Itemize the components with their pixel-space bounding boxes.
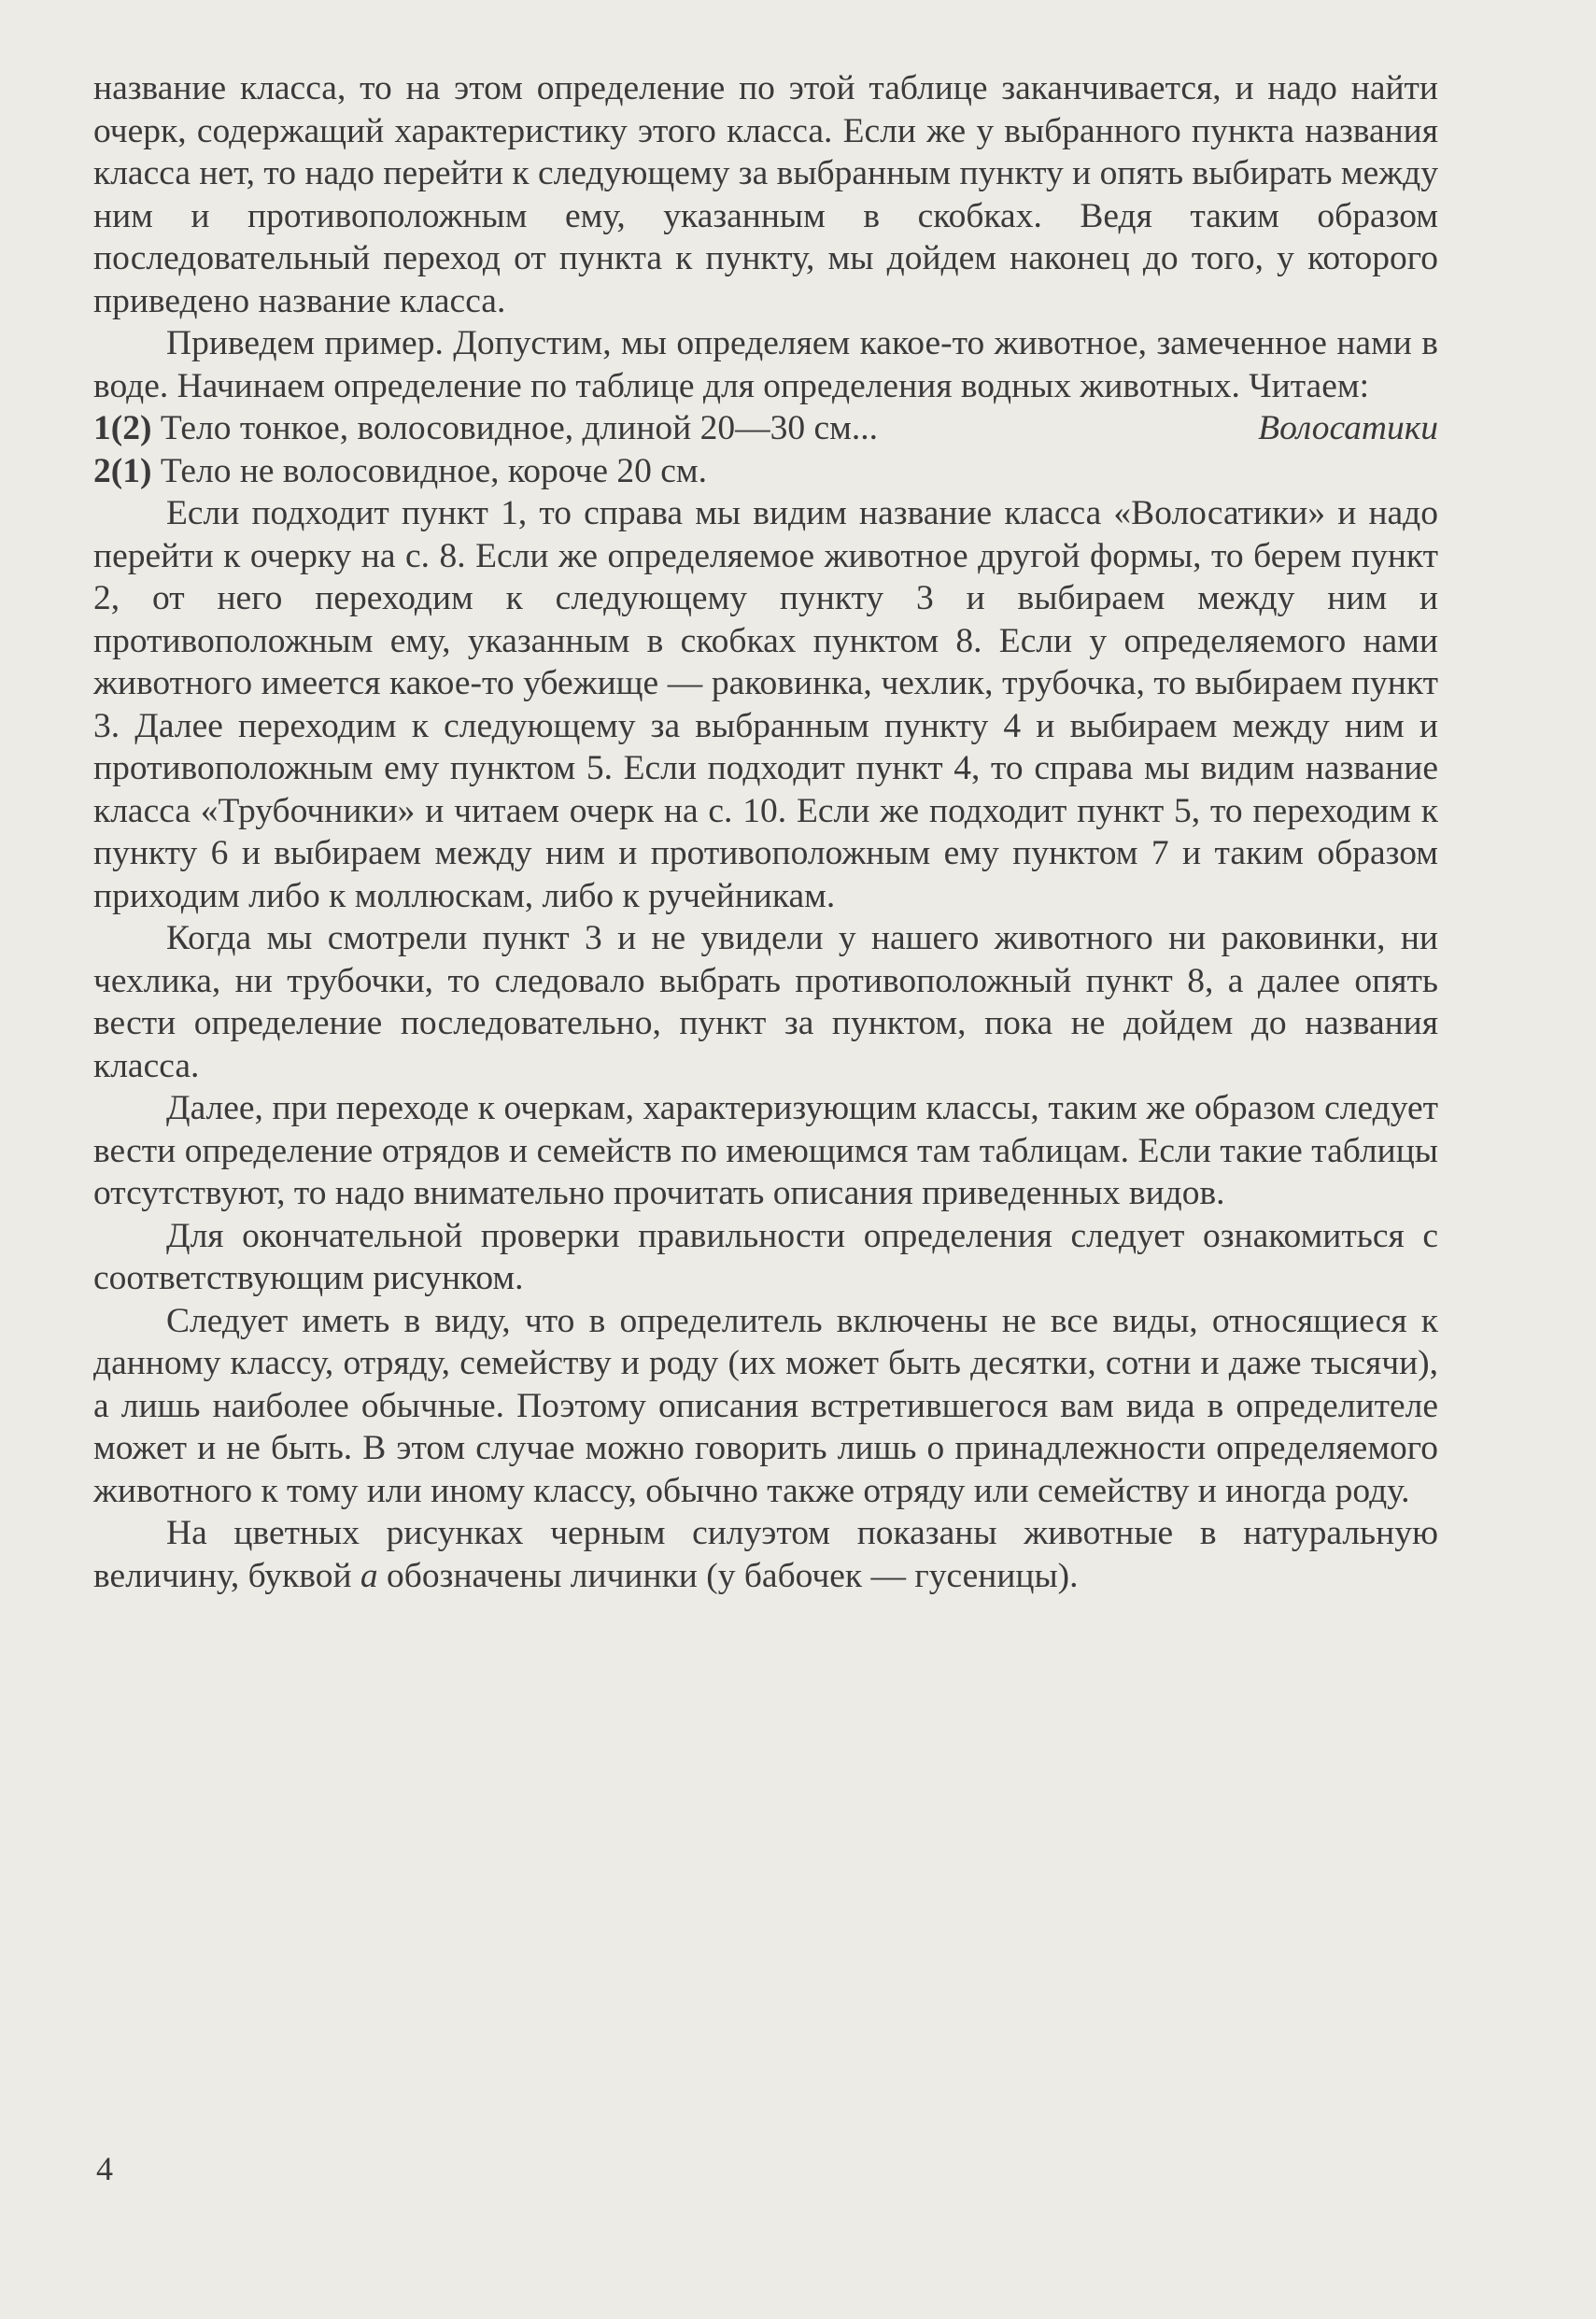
key-number: 2(1)	[93, 451, 152, 490]
paragraph: Далее, при переходе к очеркам, характеризующим классы, таким же образом следует вести определение отрядов и семейств по имеющимся там таблицам. Если такие таблицы отсутствуют, то надо внимательно прочитать описания приведенных видов.	[93, 1089, 1438, 1212]
key-description: Тело тонкое, волосовидное, длиной 20—30 см...	[151, 409, 878, 447]
text-segment: На цветных рисунках черным силуэтом показаны животные в натуральную величину, буквой	[93, 1514, 1438, 1595]
paragraph: Если подходит пункт 1, то справа мы видим название класса «Волосатики» и надо перейти к очерку на с. 8. Если же определяемое животное другой формы, то берем пункт 2, от него переходим к следующему пункту 3 и выбираем между ним и противоположным ему, указанным в скобках пунктом 8. Если у определяемого нами животного имеется какое-то убежище — раковинка, чехлик, трубочка, то выбираем пункт 3. Далее переходим к следующему за выбранным пункту 4 и выбираем между ним и противоположным ему пунктом 5. Если подходит пункт 4, то справа мы видим название класса «Трубочники» и читаем очерк на с. 10. Если же подходит пункт 5, то переходим к пункту 6 и выбираем между ним и противоположным ему пунктом 7 и таким образом приходим либо к моллюскам, либо к ручейникам.	[93, 494, 1438, 915]
key-description: Тело не волосовидное, короче 20 см.	[151, 451, 708, 490]
text-segment: обозначены личинки (у бабочек — гусеницы).	[377, 1556, 1079, 1595]
paragraph: Приведем пример. Допустим, мы определяем какое-то животное, замеченное нами в воде. Начинаем определение по таблице для определения водных животных. Читаем:	[93, 324, 1438, 405]
paragraph: название класса, то на этом определение по этой таблице заканчивается, и надо найти очерк, содержащий характеристику этого класса. Если же у выбранного пункта названия класса нет, то надо перейти к следующему за выбранным пункту и опять выбирать между ним и противоположным ему, указанным в скобках. Ведя таким образом последовательный переход от пункта к пункту, мы дойдем наконец до того, у которого приведено название класса.	[93, 69, 1438, 320]
page-number: 4	[96, 2150, 113, 2187]
page-body	[93, 67, 1438, 1597]
key-number: 1(2)	[93, 409, 152, 447]
paragraph: Следует иметь в виду, что в определитель включены не все виды, относящиеся к данному классу, отряду, семейству и роду (их может быть десятки, сотни и даже тысячи), а лишь наиболее обычные. Поэтому описания встретившегося вам вида в определителе может и не быть. В этом случае можно говорить лишь о принадлежности определяемого животного к тому или иному классу, обычно также отряду или семейству и иногда роду.	[93, 1301, 1438, 1510]
key-line	[93, 407, 1438, 450]
key-line	[93, 450, 1438, 493]
italic-letter: а	[360, 1556, 378, 1595]
paragraph: Когда мы смотрели пункт 3 и не увидели у нашего животного ни раковинки, ни чехлика, ни трубочки, то следовало выбрать противоположный пункт 8, а далее опять вести определение последовательно, пункт за пунктом, пока не дойдем до названия класса.	[93, 919, 1438, 1085]
paragraph	[93, 1512, 1438, 1597]
key-taxon: Волосатики	[1258, 409, 1438, 447]
key-line-text	[93, 450, 707, 493]
key-line-text	[93, 407, 878, 450]
paragraph: Для окончательной проверки правильности определения следует ознакомиться с соответствующим рисунком.	[93, 1216, 1438, 1297]
